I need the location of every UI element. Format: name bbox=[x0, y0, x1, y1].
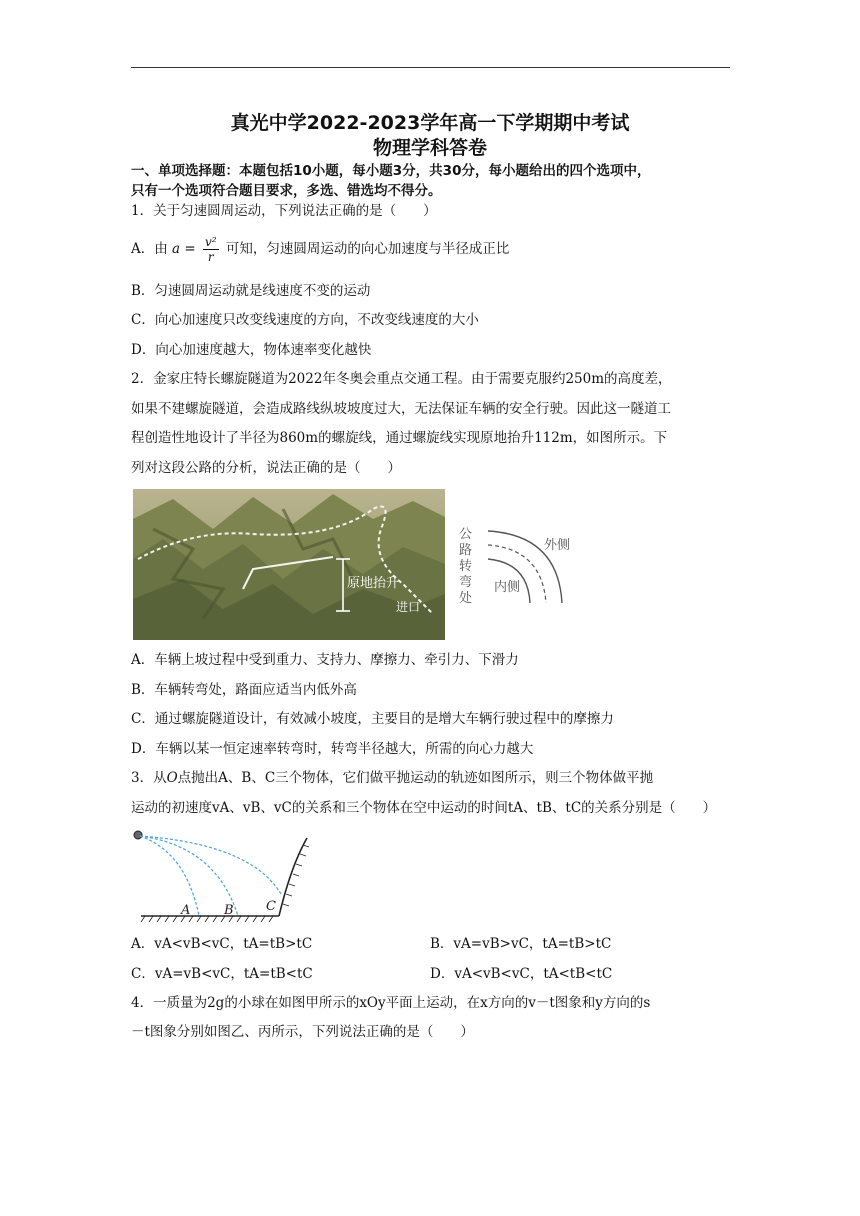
exam-subtitle: 物理学科答卷 bbox=[372, 137, 487, 159]
road-curve-svg bbox=[458, 527, 578, 613]
q3-option-c: C．vA=vB<vC，tA=tB<tC bbox=[131, 966, 313, 982]
q2-stem-line3: 程创造性地设计了半径为860m的螺旋线，通过螺旋线实现原地抬升112m，如图所示。下 bbox=[131, 430, 668, 446]
projectile-label-c: C bbox=[266, 899, 276, 914]
section-heading-line2: 只有一个选项符合题目要求，多选、错选均不得分。 bbox=[131, 183, 442, 199]
header-rule bbox=[131, 67, 730, 68]
projectile-diagram bbox=[131, 826, 311, 924]
q1-a-prefix: A．由 bbox=[131, 241, 168, 257]
q1-stem: 1．关于匀速圆周运动，下列说法正确的是（ ） bbox=[131, 203, 437, 219]
q3-option-b: B．vA=vB>vC，tA=tB>tC bbox=[430, 936, 612, 952]
q1-formula-numerator: v² bbox=[205, 235, 217, 249]
q3-stem-pre: 3．从 bbox=[131, 770, 167, 786]
q2-stem-line2: 如果不建螺旋隧道，会造成路线纵坡坡度过大，无法保证车辆的安全行驶。因此这一隧道工 bbox=[131, 401, 671, 417]
q2-stem-line1: 2．金家庄特长螺旋隧道为2022年冬奥会重点交通工程。由于需要克服约250m的高度差， bbox=[131, 371, 672, 387]
q1-option-d: D．向心加速度越大，物体速率变化越快 bbox=[131, 342, 372, 358]
road-curve-diagram bbox=[458, 527, 578, 613]
curve-label-vertical: 公路转弯处 bbox=[459, 527, 473, 606]
q3-stem-line2: 运动的初速度vA、vB、vC的关系和三个物体在空中运动的时间tA、tB、tC的关系分别是（ ） bbox=[131, 800, 717, 816]
q2-option-d: D．车辆以某一恒定速率转弯时，转弯半径越大，所需的向心力越大 bbox=[131, 741, 534, 757]
curve-label-inner: 内侧 bbox=[494, 580, 521, 595]
q3-point-o: O bbox=[166, 770, 178, 786]
q1-option-b: B．匀速圆周运动就是线速度不变的运动 bbox=[131, 283, 371, 299]
q1-formula-lhs: a = bbox=[172, 241, 196, 257]
q1-formula-fraction bbox=[203, 235, 219, 264]
q1-a-suffix: 可知，匀速圆周运动的向心加速度与半径成正比 bbox=[225, 241, 510, 257]
section-heading-line1: 一、单项选择题：本题包括10小题，每小题3分，共30分，每小题给出的四个选项中， bbox=[131, 163, 651, 179]
photo-label-lift: 原地抬升 bbox=[347, 576, 400, 591]
q2-option-b: B．车辆转弯处，路面应适当内低外高 bbox=[131, 682, 357, 698]
q1-option-c: C．向心加速度只改变线速度的方向，不改变线速度的大小 bbox=[131, 312, 479, 328]
exam-title: 真光中学2022-2023学年高一下学期期中考试 bbox=[230, 112, 630, 134]
q3-option-d: D．vA<vB<vC，tA<tB<tC bbox=[430, 966, 613, 982]
q2-option-c: C．通过螺旋隧道设计，有效减小坡度，主要目的是增大车辆行驶过程中的摩擦力 bbox=[131, 711, 614, 727]
q2-option-a: A．车辆上坡过程中受到重力、支持力、摩擦力、牵引力、下滑力 bbox=[131, 652, 519, 668]
tunnel-aerial-photo bbox=[133, 489, 445, 640]
q3-stem-line1 bbox=[131, 768, 653, 788]
q3-stem-post: 点抛出A、B、C三个物体，它们做平抛运动的轨迹如图所示，则三个物体做平抛 bbox=[177, 770, 654, 786]
q1-formula-denominator: r bbox=[207, 250, 214, 264]
tunnel-photo-svg bbox=[133, 489, 445, 640]
projectile-svg bbox=[131, 826, 311, 924]
q3-option-a: A．vA<vB<vC，tA=tB>tC bbox=[131, 936, 313, 952]
q4-stem-line2: －t图象分别如图乙、丙所示，下列说法正确的是（ ） bbox=[131, 1024, 474, 1040]
curve-label-outer: 外侧 bbox=[544, 538, 571, 553]
q1-option-a bbox=[131, 230, 509, 268]
projectile-label-b: B bbox=[224, 903, 234, 918]
projectile-label-a: A bbox=[181, 903, 191, 918]
q2-stem-line4: 列对这段公路的分析，说法正确的是（ ） bbox=[131, 460, 401, 476]
photo-label-entry: 进口 bbox=[396, 600, 421, 614]
q4-stem-line1: 4．一质量为2g的小球在如图甲所示的xOy平面上运动，在x方向的v－t图象和y方向的s bbox=[131, 995, 651, 1011]
